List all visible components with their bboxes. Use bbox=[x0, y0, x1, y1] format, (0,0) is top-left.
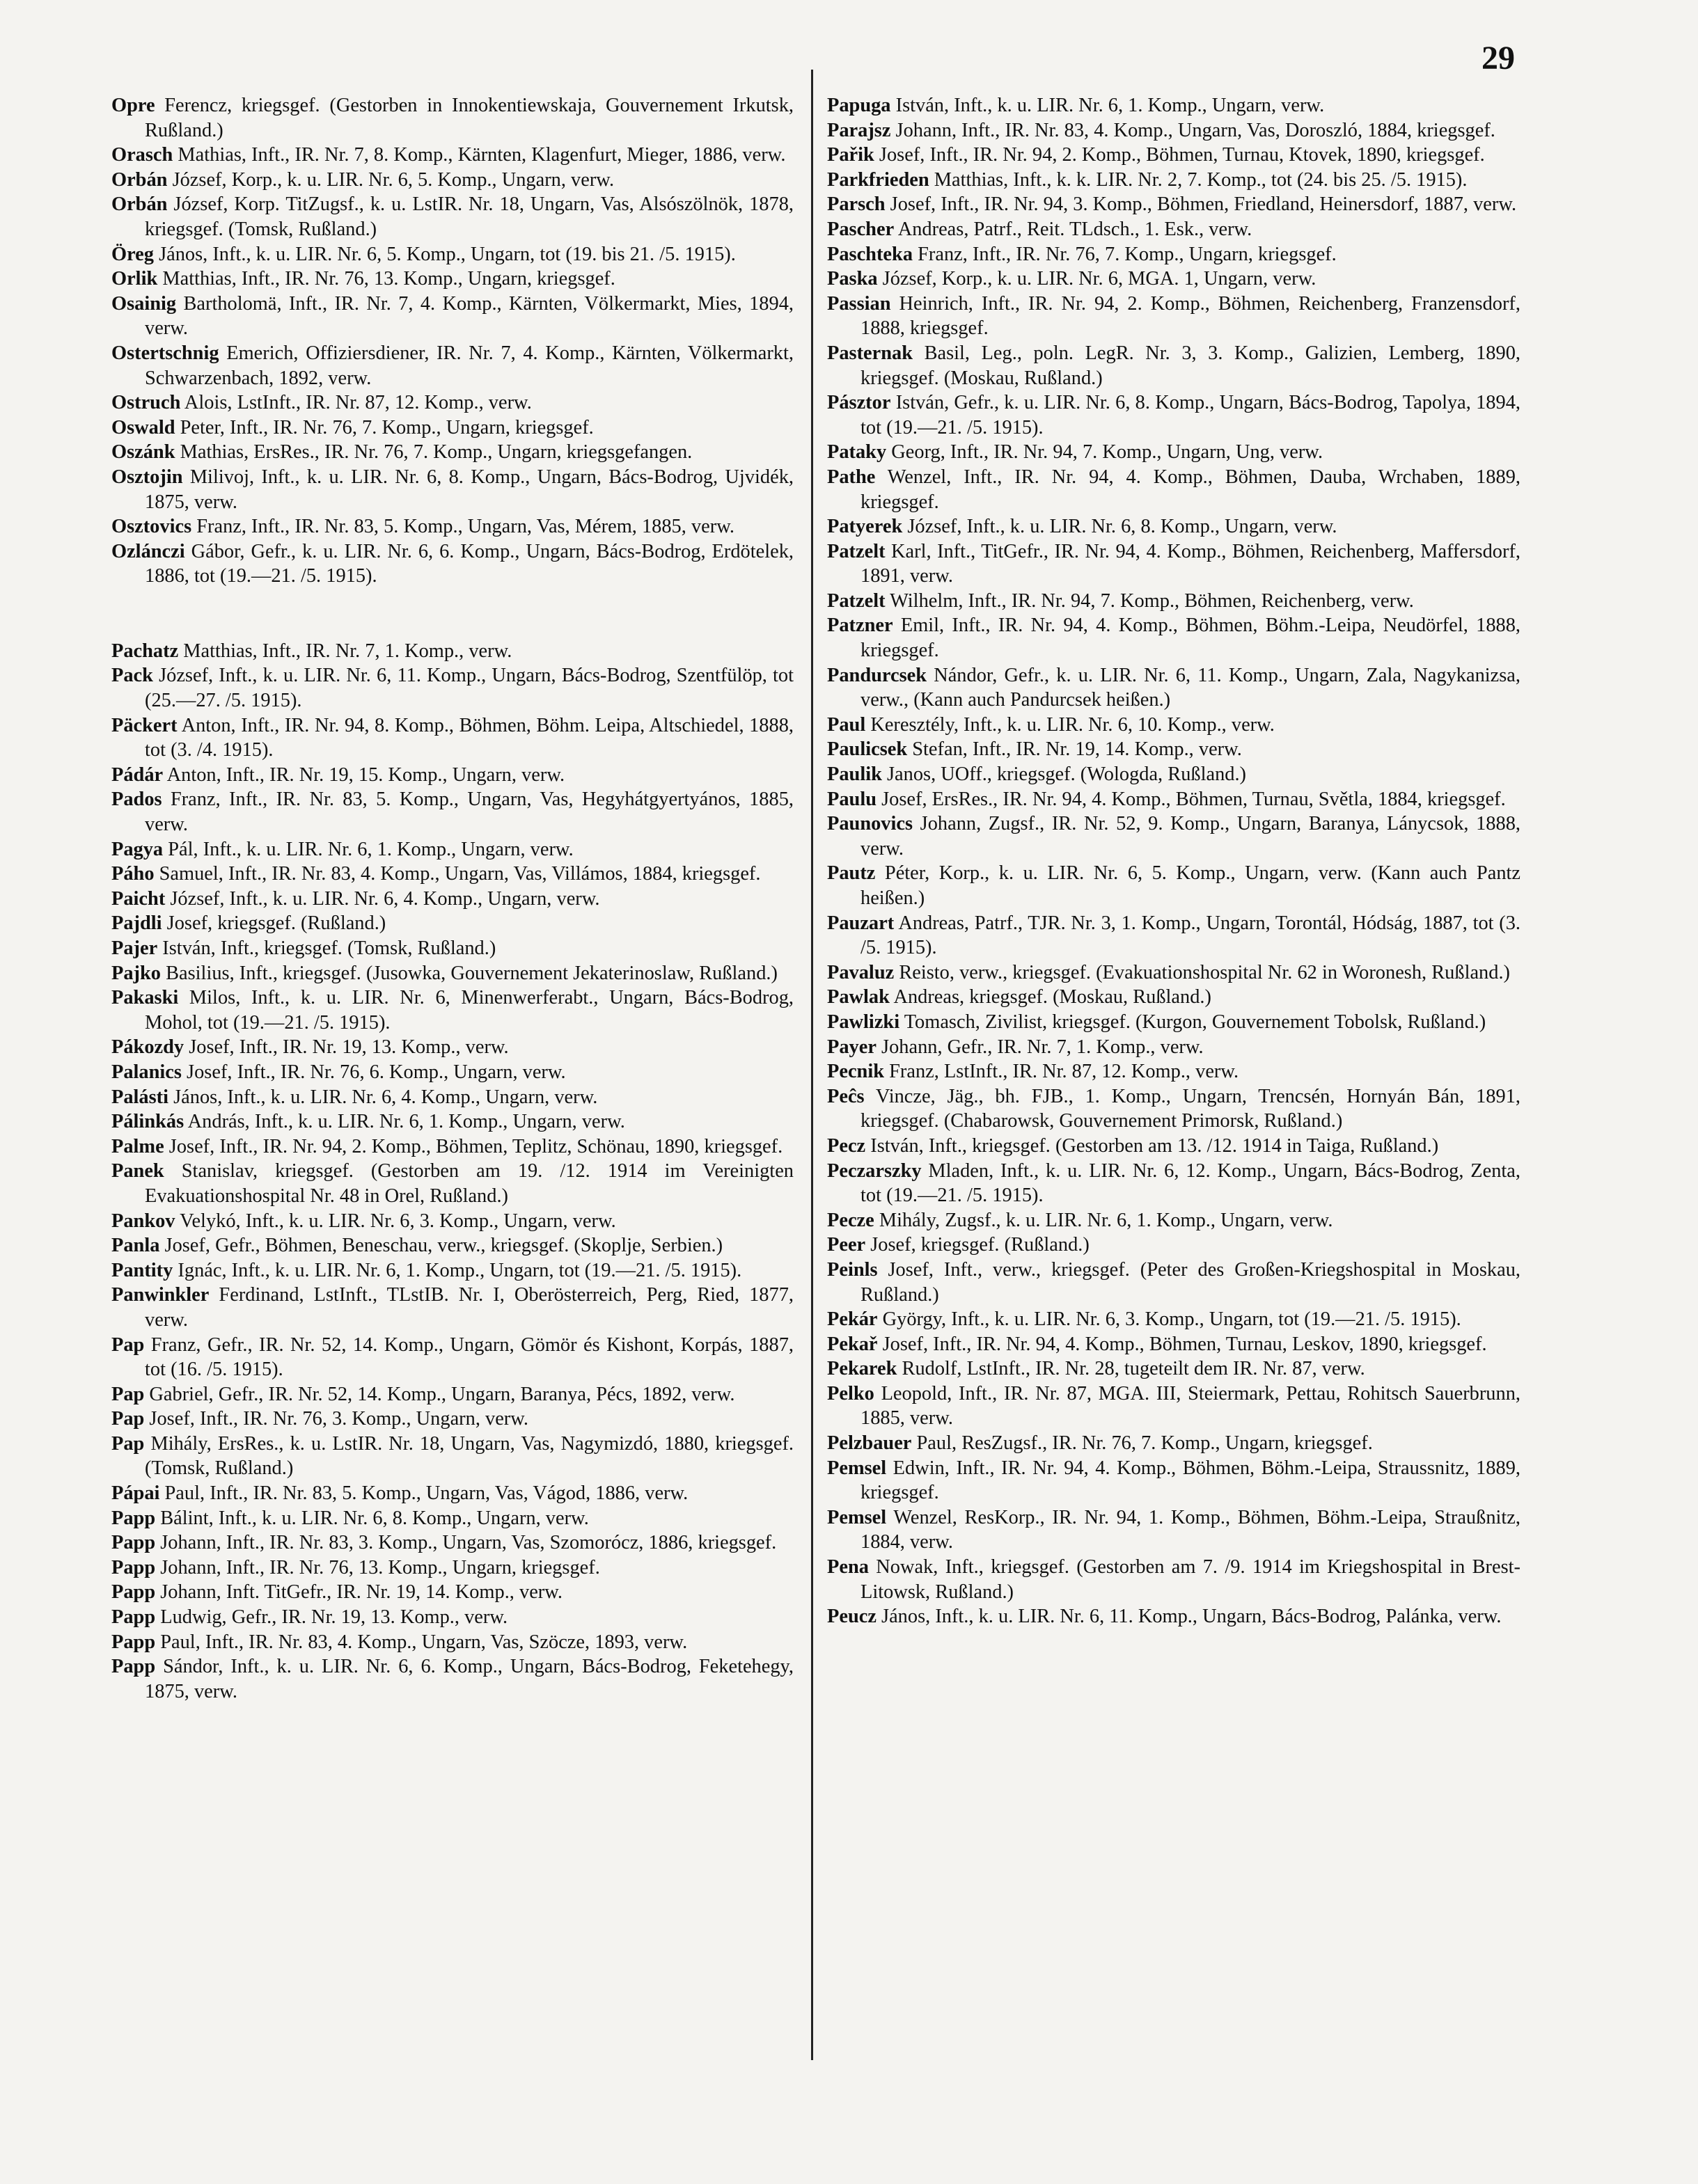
entry-surname: Papp bbox=[111, 1631, 156, 1653]
entry-details: Josef, Inft., IR. Nr. 19, 13. Komp., verw. bbox=[184, 1036, 509, 1059]
entry-surname: Oswald bbox=[111, 416, 175, 438]
entry-details: Tomasch, Zivilist, kriegsgef. (Kurgon, Gouvernement Tobolsk, Rußland.) bbox=[899, 1011, 1486, 1033]
entry-surname: Pemsel bbox=[827, 1457, 887, 1479]
entry-surname: Payer bbox=[827, 1036, 876, 1058]
entry-surname: Pap bbox=[111, 1408, 145, 1430]
entry-surname: Osztojin bbox=[111, 466, 183, 488]
register-entry bbox=[827, 960, 1520, 986]
entry-details: József, Korp., k. u. LIR. Nr. 6, MGA. 1, Ungarn, verw. bbox=[877, 268, 1316, 290]
entry-surname: Papp bbox=[111, 1606, 156, 1629]
entries-group-p bbox=[111, 639, 794, 1704]
register-entry bbox=[827, 1356, 1520, 1382]
entry-surname: Ostruch bbox=[111, 392, 181, 414]
entry-details: Heinrich, Inft., IR. Nr. 94, 2. Komp., Böhmen, Reichenberg, Franzensdorf, 1888, kriegsgef. bbox=[860, 292, 1520, 340]
entry-details: Georg, Inft., IR. Nr. 94, 7. Komp., Ungarn, Ung, verw. bbox=[886, 441, 1323, 464]
register-entry bbox=[111, 713, 794, 763]
register-entry bbox=[111, 1556, 794, 1581]
register-entry bbox=[827, 762, 1520, 787]
entry-details: Rudolf, LstInft., IR. Nr. 28, tugeteilt dem IR. Nr. 87, verw. bbox=[897, 1358, 1365, 1380]
entry-details: Josef, kriegsgef. (Rußland.) bbox=[162, 912, 386, 935]
entry-details: Mathias, ErsRes., IR. Nr. 76, 7. Komp., Ungarn, kriegsgefangen. bbox=[175, 441, 693, 464]
entry-surname: Pápai bbox=[111, 1482, 160, 1505]
register-entry bbox=[111, 787, 794, 837]
register-entry bbox=[827, 1084, 1520, 1134]
entry-details: Nándor, Gefr., k. u. LIR. Nr. 6, 11. Komp., Ungarn, Zala, Nagykanizsa, verw., (Kann auch Pandurcsek heißen.) bbox=[860, 664, 1520, 711]
register-entry bbox=[827, 861, 1520, 910]
entry-details: Mihály, Zugsf., k. u. LIR. Nr. 6, 1. Komp., Ungarn, verw. bbox=[874, 1209, 1333, 1231]
register-entry bbox=[827, 440, 1520, 465]
entry-surname: Pákozdy bbox=[111, 1036, 184, 1059]
entry-details: Emil, Inft., IR. Nr. 94, 4. Komp., Böhmen, Böhm.-Leipa, Neudörfel, 1888, kriegsgef. bbox=[860, 615, 1520, 662]
entry-surname: Parajsz bbox=[827, 119, 891, 141]
register-entry bbox=[111, 1407, 794, 1432]
entry-details: Wenzel, Inft., IR. Nr. 94, 4. Komp., Böhmen, Dauba, Wrchaben, 1889, kriegsgef. bbox=[860, 466, 1520, 513]
entry-surname: Passian bbox=[827, 292, 891, 315]
entry-details: Josef, Inft., IR. Nr. 76, 6. Komp., Ungarn, verw. bbox=[181, 1061, 566, 1083]
entry-details: Wenzel, ResKorp., IR. Nr. 94, 1. Komp., Böhmen, Böhm.-Leipa, Straußnitz, 1884, verw. bbox=[860, 1506, 1520, 1553]
entry-surname: Orlik bbox=[111, 268, 158, 290]
register-entry bbox=[827, 217, 1520, 242]
entry-surname: Pawlak bbox=[827, 986, 890, 1008]
entry-details: Josef, Inft., IR. Nr. 76, 3. Komp., Ungarn, verw. bbox=[144, 1408, 529, 1430]
entry-details: Mladen, Inft., k. u. LIR. Nr. 6, 12. Komp., Ungarn, Bács-Bodrog, Zenta, tot (19.—21. /5. 1915). bbox=[860, 1160, 1520, 1207]
entry-details: Nowak, Inft., kriegsgef. (Gestorben am 7. /9. 1914 im Kriegshospital in Brest-Litowsk, Rußland.) bbox=[860, 1556, 1520, 1603]
entry-details: Andreas, Patrf., TJR. Nr. 3, 1. Komp., Ungarn, Torontál, Hódság, 1887, tot (3. /5. 1915). bbox=[860, 912, 1520, 959]
entry-details: Sándor, Inft., k. u. LIR. Nr. 6, 6. Komp., Ungarn, Bács-Bodrog, Feketehegy, 1875, verw. bbox=[145, 1656, 794, 1702]
register-entry bbox=[111, 1580, 794, 1605]
entry-details: Josef, Inft., IR. Nr. 94, 4. Komp., Böhmen, Turnau, Leskov, 1890, kriegsgef. bbox=[877, 1333, 1487, 1355]
entry-surname: Palásti bbox=[111, 1086, 169, 1108]
entry-details: Janos, UOff., kriegsgef. (Wologda, Rußland.) bbox=[881, 763, 1247, 786]
entry-surname: Oszánk bbox=[111, 441, 175, 464]
register-entry bbox=[827, 192, 1520, 217]
entry-surname: Paul bbox=[827, 713, 866, 736]
register-entry bbox=[827, 1208, 1520, 1233]
entry-details: Peter, Inft., IR. Nr. 76, 7. Komp., Ungarn, kriegsgef. bbox=[175, 416, 594, 438]
entry-details: Franz, LstInft., IR. Nr. 87, 12. Komp., verw. bbox=[884, 1061, 1239, 1083]
entry-surname: Pekař bbox=[827, 1333, 878, 1355]
register-entry bbox=[827, 1456, 1520, 1505]
entry-surname: Peĉs bbox=[827, 1085, 865, 1107]
entry-surname: Parkfrieden bbox=[827, 168, 929, 191]
entry-surname: Päckert bbox=[111, 714, 178, 736]
column-divider bbox=[811, 70, 813, 2060]
register-entry bbox=[827, 242, 1520, 267]
register-entry bbox=[111, 1109, 794, 1134]
entry-details: Péter, Korp., k. u. LIR. Nr. 6, 5. Komp., Ungarn, verw. (Kann auch Pantz heißen.) bbox=[860, 862, 1520, 909]
register-entry bbox=[111, 514, 794, 539]
entry-details: Edwin, Inft., IR. Nr. 94, 4. Komp., Böhmen, Böhm.-Leipa, Straussnitz, 1889, kriegsgef. bbox=[860, 1457, 1520, 1504]
entry-details: Andreas, kriegsgef. (Moskau, Rußland.) bbox=[889, 986, 1211, 1008]
entry-surname: Osztovics bbox=[111, 516, 192, 538]
entry-details: Johann, Zugsf., IR. Nr. 52, 9. Komp., Ungarn, Baranya, Lánycsok, 1888, verw. bbox=[860, 813, 1520, 860]
entry-details: József, Korp. TitZugsf., k. u. LstIR. Nr. 18, Ungarn, Vas, Alsószölnök, 1878, kriegsgef. (Tomsk, Rußland.) bbox=[145, 193, 794, 240]
register-entry bbox=[111, 1605, 794, 1630]
register-entry bbox=[111, 390, 794, 416]
register-entry bbox=[827, 1307, 1520, 1332]
entry-surname: Pásztor bbox=[827, 392, 891, 414]
entry-surname: Pachatz bbox=[111, 640, 179, 662]
entry-surname: Pauzart bbox=[827, 912, 895, 934]
entry-surname: Pavaluz bbox=[827, 961, 895, 983]
register-entry bbox=[111, 1506, 794, 1531]
register-entry bbox=[111, 1233, 794, 1258]
entry-details: József, Inft., k. u. LIR. Nr. 6, 8. Komp., Ungarn, verw. bbox=[902, 516, 1337, 538]
entry-details: István, Inft., kriegsgef. (Tomsk, Rußland.) bbox=[157, 937, 496, 959]
register-entry bbox=[827, 787, 1520, 812]
entry-surname: Öreg bbox=[111, 243, 154, 265]
entry-details: Gabriel, Gefr., IR. Nr. 52, 14. Komp., Ungarn, Baranya, Pécs, 1892, verw. bbox=[144, 1383, 735, 1405]
entry-surname: Osainig bbox=[111, 292, 177, 315]
entry-surname: Pekarek bbox=[827, 1358, 897, 1380]
entry-surname: Pascher bbox=[827, 218, 895, 240]
register-entry bbox=[111, 1159, 794, 1208]
entry-details: Josef, Inft., IR. Nr. 94, 2. Komp., Böhmen, Teplitz, Schönau, 1890, kriegsgef. bbox=[164, 1135, 783, 1157]
group-spacer bbox=[111, 589, 794, 639]
entry-surname: Panla bbox=[111, 1235, 160, 1257]
register-entry bbox=[827, 589, 1520, 614]
register-entry bbox=[111, 465, 794, 514]
register-entry bbox=[827, 465, 1520, 514]
register-entry bbox=[111, 1630, 794, 1655]
register-entry bbox=[111, 1382, 794, 1407]
entry-details: Matthias, Inft., k. k. LIR. Nr. 2, 7. Komp., tot (24. bis 25. /5. 1915). bbox=[929, 168, 1468, 191]
register-entry bbox=[111, 1134, 794, 1160]
entry-surname: Paunovics bbox=[827, 813, 913, 835]
register-entry bbox=[827, 1035, 1520, 1060]
entry-surname: Ostertschnig bbox=[111, 342, 219, 364]
register-entry bbox=[827, 812, 1520, 861]
entry-surname: Pap bbox=[111, 1334, 145, 1356]
register-entry bbox=[111, 663, 794, 713]
entry-surname: Pakaski bbox=[111, 987, 179, 1009]
register-entry bbox=[827, 514, 1520, 539]
entry-details: Paul, Inft., IR. Nr. 83, 4. Komp., Ungarn, Vas, Szöcze, 1893, verw. bbox=[155, 1631, 688, 1653]
entry-surname: Palanics bbox=[111, 1061, 182, 1083]
register-entry bbox=[111, 1283, 794, 1332]
entry-surname: Pařik bbox=[827, 144, 874, 166]
register-entry bbox=[111, 192, 794, 242]
register-entry bbox=[827, 341, 1520, 390]
entry-surname: Paschteka bbox=[827, 243, 913, 265]
entry-details: György, Inft., k. u. LIR. Nr. 6, 3. Komp., Ungarn, tot (19.—21. /5. 1915). bbox=[877, 1308, 1461, 1331]
register-entry bbox=[111, 961, 794, 986]
entry-details: Mihály, ErsRes., k. u. LstIR. Nr. 18, Ungarn, Vas, Nagymizdó, 1880, kriegsgef. (Tomsk, Rußland.) bbox=[144, 1432, 794, 1480]
entry-surname: Pemsel bbox=[827, 1506, 887, 1528]
entry-surname: Pelko bbox=[827, 1382, 874, 1404]
entry-details: Franz, Inft., IR. Nr. 83, 5. Komp., Ungarn, Vas, Mérem, 1885, verw. bbox=[191, 516, 734, 538]
register-entry bbox=[111, 1654, 794, 1704]
entry-details: István, Inft., kriegsgef. (Gestorben am 13. /12. 1914 in Taiga, Rußland.) bbox=[865, 1134, 1439, 1157]
entry-details: Paul, ResZugsf., IR. Nr. 76, 7. Komp., Ungarn, kriegsgef. bbox=[911, 1432, 1373, 1455]
register-entry bbox=[111, 1060, 794, 1085]
register-entry bbox=[111, 936, 794, 961]
register-entry bbox=[827, 539, 1520, 589]
entry-surname: Pap bbox=[111, 1432, 145, 1455]
entry-surname: Pecze bbox=[827, 1209, 874, 1231]
register-entry bbox=[111, 93, 794, 143]
entry-details: Milos, Inft., k. u. LIR. Nr. 6, Minenwerferabt., Ungarn, Bács-Bodrog, Mohol, tot (19.—21. /5. 1915). bbox=[145, 987, 794, 1034]
entry-details: Franz, Inft., IR. Nr. 83, 5. Komp., Ungarn, Vas, Hegyhátgyertyános, 1885, verw. bbox=[145, 789, 794, 836]
entry-details: Mathias, Inft., IR. Nr. 7, 8. Komp., Kärnten, Klagenfurt, Mieger, 1886, verw. bbox=[173, 144, 786, 166]
entry-surname: Papp bbox=[111, 1581, 156, 1604]
entry-details: Vincze, Jäg., bh. FJB., 1. Komp., Ungarn, Trencsén, Hornyán Bán, 1891, kriegsgef. (Chabarowsk, Gouvernement Primorsk, Rußland.) bbox=[860, 1085, 1520, 1132]
entry-details: Johann, Gefr., IR. Nr. 7, 1. Komp., verw. bbox=[876, 1036, 1204, 1058]
entry-surname: Patzner bbox=[827, 615, 893, 637]
entry-details: Anton, Inft., IR. Nr. 19, 15. Komp., Ungarn, verw. bbox=[163, 763, 565, 786]
entry-details: Basil, Leg., poln. LegR. Nr. 3, 3. Komp., Galizien, Lemberg, 1890, kriegsgef. (Moskau, Rußland.) bbox=[860, 342, 1520, 389]
entry-details: Matthias, Inft., IR. Nr. 7, 1. Komp., verw. bbox=[178, 640, 512, 662]
entry-details: János, Inft., k. u. LIR. Nr. 6, 5. Komp., Ungarn, tot (19. bis 21. /5. 1915). bbox=[153, 243, 736, 265]
register-entry bbox=[111, 763, 794, 788]
register-entry bbox=[827, 267, 1520, 292]
register-entry bbox=[827, 292, 1520, 341]
entry-surname: Páho bbox=[111, 863, 155, 885]
entry-details: Milivoj, Inft., k. u. LIR. Nr. 6, 8. Komp., Ungarn, Bács-Bodrog, Ujvidék, 1875, verw. bbox=[145, 466, 794, 513]
entries-right bbox=[827, 93, 1520, 1629]
entry-details: Johann, Inft., IR. Nr. 83, 4. Komp., Ungarn, Vas, Doroszló, 1884, kriegsgef. bbox=[890, 119, 1495, 141]
entry-details: Wilhelm, Inft., IR. Nr. 94, 7. Komp., Böhmen, Reichenberg, verw. bbox=[885, 589, 1414, 612]
register-entry bbox=[827, 1059, 1520, 1084]
register-entry bbox=[111, 1085, 794, 1110]
register-entry bbox=[111, 1481, 794, 1506]
entry-surname: Papp bbox=[111, 1532, 156, 1554]
entry-surname: Papuga bbox=[827, 95, 891, 116]
entry-surname: Papp bbox=[111, 1507, 156, 1529]
entry-details: Josef, ErsRes., IR. Nr. 94, 4. Komp., Böhmen, Turnau, Světla, 1884, kriegsgef. bbox=[876, 788, 1506, 810]
entry-details: Alois, LstInft., IR. Nr. 87, 12. Komp., verw. bbox=[180, 392, 532, 414]
register-entry bbox=[111, 986, 794, 1035]
entry-details: József, Korp., k. u. LIR. Nr. 6, 5. Komp., Ungarn, verw. bbox=[167, 168, 615, 191]
page-number: 29 bbox=[1481, 40, 1515, 77]
register-entry bbox=[111, 887, 794, 912]
register-entry bbox=[111, 1432, 794, 1481]
entry-surname: Paska bbox=[827, 268, 878, 290]
register-entry bbox=[827, 168, 1520, 193]
entry-surname: Pawlizki bbox=[827, 1011, 900, 1033]
right-column bbox=[827, 93, 1520, 1629]
entry-details: Bálint, Inft., k. u. LIR. Nr. 6, 8. Komp., Ungarn, verw. bbox=[155, 1507, 589, 1529]
entry-details: Samuel, Inft., IR. Nr. 83, 4. Komp., Ungarn, Vas, Villámos, 1884, kriegsgef. bbox=[154, 863, 761, 885]
register-entry bbox=[827, 911, 1520, 960]
entry-surname: Pasternak bbox=[827, 342, 913, 364]
entry-surname: Pantity bbox=[111, 1259, 173, 1281]
entry-details: Keresztély, Inft., k. u. LIR. Nr. 6, 10. Komp., verw. bbox=[865, 713, 1275, 736]
register-entry bbox=[111, 242, 794, 267]
entry-surname: Pagya bbox=[111, 838, 164, 860]
entry-details: József, Inft., k. u. LIR. Nr. 6, 4. Komp., Ungarn, verw. bbox=[165, 887, 600, 910]
entry-surname: Pack bbox=[111, 665, 153, 687]
register-entry bbox=[827, 663, 1520, 713]
entry-details: József, Inft., k. u. LIR. Nr. 6, 11. Komp., Ungarn, Bács-Bodrog, Szentfülöp, tot (25.—27. /5. 1915). bbox=[145, 665, 794, 712]
entry-surname: Papp bbox=[111, 1556, 156, 1578]
entry-details: Franz, Gefr., IR. Nr. 52, 14. Komp., Ungarn, Gömör és Kishont, Korpás, 1887, tot (16. /5. 1915). bbox=[144, 1334, 794, 1381]
register-entry bbox=[827, 1233, 1520, 1258]
entry-surname: Paulik bbox=[827, 763, 882, 786]
entry-surname: Orbán bbox=[111, 168, 168, 191]
register-entry bbox=[827, 1134, 1520, 1159]
register-entry bbox=[111, 911, 794, 936]
register-entry bbox=[827, 1604, 1520, 1629]
register-entry bbox=[111, 292, 794, 341]
entry-surname: Pecnik bbox=[827, 1061, 885, 1083]
register-entry bbox=[111, 862, 794, 887]
entry-details: István, Inft., k. u. LIR. Nr. 6, 1. Komp., Ungarn, verw. bbox=[890, 95, 1325, 116]
entry-surname: Parsch bbox=[827, 193, 886, 216]
entry-surname: Ozlánczi bbox=[111, 540, 185, 562]
entry-surname: Peer bbox=[827, 1234, 866, 1256]
entry-details: Ignác, Inft., k. u. LIR. Nr. 6, 1. Komp., Ungarn, tot (19.—21. /5. 1915). bbox=[173, 1259, 742, 1281]
register-entry bbox=[111, 1258, 794, 1283]
register-entry bbox=[111, 143, 794, 168]
entry-surname: Papp bbox=[111, 1656, 156, 1678]
entry-details: Johann, Inft. TitGefr., IR. Nr. 19, 14. Komp., verw. bbox=[155, 1581, 563, 1604]
entry-details: Emerich, Offiziersdiener, IR. Nr. 7, 4. Komp., Kärnten, Völkermarkt, Schwarzenbach, 1892, verw. bbox=[145, 342, 794, 389]
register-entry bbox=[111, 341, 794, 390]
register-entry bbox=[111, 416, 794, 441]
entry-surname: Orbán bbox=[111, 193, 168, 216]
entry-surname: Pajdli bbox=[111, 912, 162, 935]
entry-details: Paul, Inft., IR. Nr. 83, 5. Komp., Ungarn, Vas, Vágod, 1886, verw. bbox=[159, 1482, 689, 1505]
register-entry bbox=[827, 737, 1520, 762]
entry-details: István, Gefr., k. u. LIR. Nr. 6, 8. Komp., Ungarn, Bács-Bodrog, Tapolya, 1894, tot (19.—21. /5. 1915). bbox=[860, 392, 1520, 438]
register-entry bbox=[111, 168, 794, 193]
entry-surname: Peucz bbox=[827, 1606, 876, 1628]
register-entry bbox=[827, 1505, 1520, 1555]
entry-details: János, Inft., k. u. LIR. Nr. 6, 4. Komp., Ungarn, verw. bbox=[168, 1086, 598, 1108]
register-entry bbox=[111, 267, 794, 292]
entry-details: János, Inft., k. u. LIR. Nr. 6, 11. Komp., Ungarn, Bács-Bodrog, Palánka, verw. bbox=[876, 1606, 1502, 1628]
register-entry bbox=[111, 539, 794, 589]
register-entry bbox=[111, 837, 794, 862]
register-entry bbox=[111, 1209, 794, 1234]
entry-surname: Orasch bbox=[111, 144, 173, 166]
entry-surname: Peczarszky bbox=[827, 1160, 922, 1182]
entry-surname: Pajer bbox=[111, 937, 158, 959]
entry-details: Andreas, Patrf., Reit. TLdsch., 1. Esk., verw. bbox=[894, 218, 1252, 240]
entry-details: Josef, Inft., verw., kriegsgef. (Peter des Großen-Kriegshospital in Moskau, Rußland.) bbox=[860, 1258, 1520, 1306]
entry-details: Josef, Inft., IR. Nr. 94, 2. Komp., Böhmen, Turnau, Ktovek, 1890, kriegsgef. bbox=[874, 144, 1485, 166]
entry-details: Anton, Inft., IR. Nr. 94, 8. Komp., Böhmen, Böhm. Leipa, Altschiedel, 1888, tot (3. /4. 1915). bbox=[145, 714, 794, 761]
entry-surname: Panwinkler bbox=[111, 1284, 210, 1306]
register-entry bbox=[827, 1258, 1520, 1307]
entry-details: Basilius, Inft., kriegsgef. (Jusowka, Gouvernement Jekaterinoslaw, Rußland.) bbox=[160, 962, 778, 984]
entry-surname: Patzelt bbox=[827, 589, 886, 612]
entry-details: Pál, Inft., k. u. LIR. Nr. 6, 1. Komp., Ungarn, verw. bbox=[163, 838, 574, 860]
register-entry bbox=[827, 713, 1520, 738]
register-entry bbox=[111, 1530, 794, 1556]
register-entry bbox=[111, 1333, 794, 1382]
register-entry bbox=[111, 440, 794, 465]
entry-surname: Paicht bbox=[111, 887, 166, 910]
entry-details: András, Inft., k. u. LIR. Nr. 6, 1. Komp., Ungarn, verw. bbox=[184, 1111, 625, 1133]
entry-surname: Pathe bbox=[827, 466, 876, 488]
entry-surname: Paulu bbox=[827, 788, 877, 810]
entry-surname: Patzelt bbox=[827, 540, 886, 562]
entry-surname: Pecz bbox=[827, 1134, 866, 1157]
entry-surname: Pankov bbox=[111, 1210, 175, 1232]
left-column bbox=[111, 93, 794, 1704]
register-entry bbox=[111, 639, 794, 664]
register-entry bbox=[827, 1159, 1520, 1208]
entry-details: Ludwig, Gefr., IR. Nr. 19, 13. Komp., verw. bbox=[155, 1606, 508, 1629]
entry-surname: Pekár bbox=[827, 1308, 878, 1331]
entry-details: Leopold, Inft., IR. Nr. 87, MGA. III, Steiermark, Pettau, Rohitsch Sauerbrunn, 1885, verw. bbox=[860, 1382, 1520, 1430]
entry-surname: Peinls bbox=[827, 1258, 878, 1281]
register-entry bbox=[827, 143, 1520, 168]
entry-details: Stefan, Inft., IR. Nr. 19, 14. Komp., verw. bbox=[907, 738, 1242, 761]
register-entry bbox=[827, 1010, 1520, 1035]
entry-details: Josef, kriegsgef. (Rußland.) bbox=[865, 1234, 1090, 1256]
entry-surname: Palme bbox=[111, 1135, 164, 1157]
register-entry bbox=[827, 93, 1520, 118]
entry-surname: Pataky bbox=[827, 441, 887, 464]
entry-details: Ferdinand, LstInft., TLstIB. Nr. I, Oberösterreich, Perg, Ried, 1877, verw. bbox=[145, 1284, 794, 1331]
entry-details: Franz, Inft., IR. Nr. 76, 7. Komp., Ungarn, kriegsgef. bbox=[913, 243, 1337, 265]
entry-details: Ferencz, kriegsgef. (Gestorben in Innokentiewskaja, Gouvernement Irkutsk, Rußland.) bbox=[145, 95, 794, 141]
entry-details: Bartholomä, Inft., IR. Nr. 7, 4. Komp., Kärnten, Völkermarkt, Mies, 1894, verw. bbox=[145, 292, 794, 340]
entry-details: Stanislav, kriegsgef. (Gestorben am 19. /12. 1914 im Vereinigten Evakuationshospital Nr. 48 in Orel, Rußland.) bbox=[145, 1160, 794, 1207]
register-entry bbox=[827, 1431, 1520, 1456]
entry-surname: Pautz bbox=[827, 862, 876, 885]
entry-surname: Pajko bbox=[111, 962, 161, 984]
register-entry bbox=[827, 390, 1520, 440]
entry-surname: Pádár bbox=[111, 763, 164, 786]
entry-details: Gábor, Gefr., k. u. LIR. Nr. 6, 6. Komp., Ungarn, Bács-Bodrog, Erdötelek, 1886, tot (19.—21. /5. 1915). bbox=[145, 540, 794, 587]
entry-surname: Opre bbox=[111, 95, 155, 116]
register-entry bbox=[827, 985, 1520, 1010]
register-entry bbox=[827, 1555, 1520, 1604]
register-entry bbox=[111, 1035, 794, 1060]
entry-details: Matthias, Inft., IR. Nr. 76, 13. Komp., Ungarn, kriegsgef. bbox=[157, 268, 615, 290]
entry-details: Johann, Inft., IR. Nr. 76, 13. Komp., Ungarn, kriegsgef. bbox=[155, 1556, 600, 1578]
entry-surname: Patyerek bbox=[827, 516, 903, 538]
entry-details: Velykó, Inft., k. u. LIR. Nr. 6, 3. Komp., Ungarn, verw. bbox=[175, 1210, 616, 1232]
register-entry bbox=[827, 118, 1520, 143]
entry-surname: Pálinkás bbox=[111, 1111, 184, 1133]
entry-surname: Pelzbauer bbox=[827, 1432, 912, 1455]
entry-surname: Pap bbox=[111, 1383, 145, 1405]
entry-surname: Paulicsek bbox=[827, 738, 908, 761]
register-entry bbox=[827, 613, 1520, 663]
register-entry bbox=[827, 1332, 1520, 1357]
register-entry bbox=[827, 1382, 1520, 1431]
entry-details: Johann, Inft., IR. Nr. 83, 3. Komp., Ungarn, Vas, Szomorócz, 1886, kriegsgef. bbox=[155, 1532, 777, 1554]
entry-surname: Panek bbox=[111, 1160, 164, 1182]
entry-details: Josef, Gefr., Böhmen, Beneschau, verw., kriegsgef. (Skoplje, Serbien.) bbox=[159, 1235, 723, 1257]
entry-surname: Pandurcsek bbox=[827, 664, 927, 686]
entry-surname: Pados bbox=[111, 789, 162, 811]
entries-group-o bbox=[111, 93, 794, 589]
entry-surname: Pena bbox=[827, 1556, 869, 1578]
entry-details: Josef, Inft., IR. Nr. 94, 3. Komp., Böhmen, Friedland, Heinersdorf, 1887, verw. bbox=[885, 193, 1517, 216]
entry-details: Karl, Inft., TitGefr., IR. Nr. 94, 4. Komp., Böhmen, Reichenberg, Maffersdorf, 1891, verw. bbox=[860, 540, 1520, 587]
entry-details: Reisto, verw., kriegsgef. (Evakuationshospital Nr. 62 in Woronesh, Rußland.) bbox=[894, 961, 1510, 983]
